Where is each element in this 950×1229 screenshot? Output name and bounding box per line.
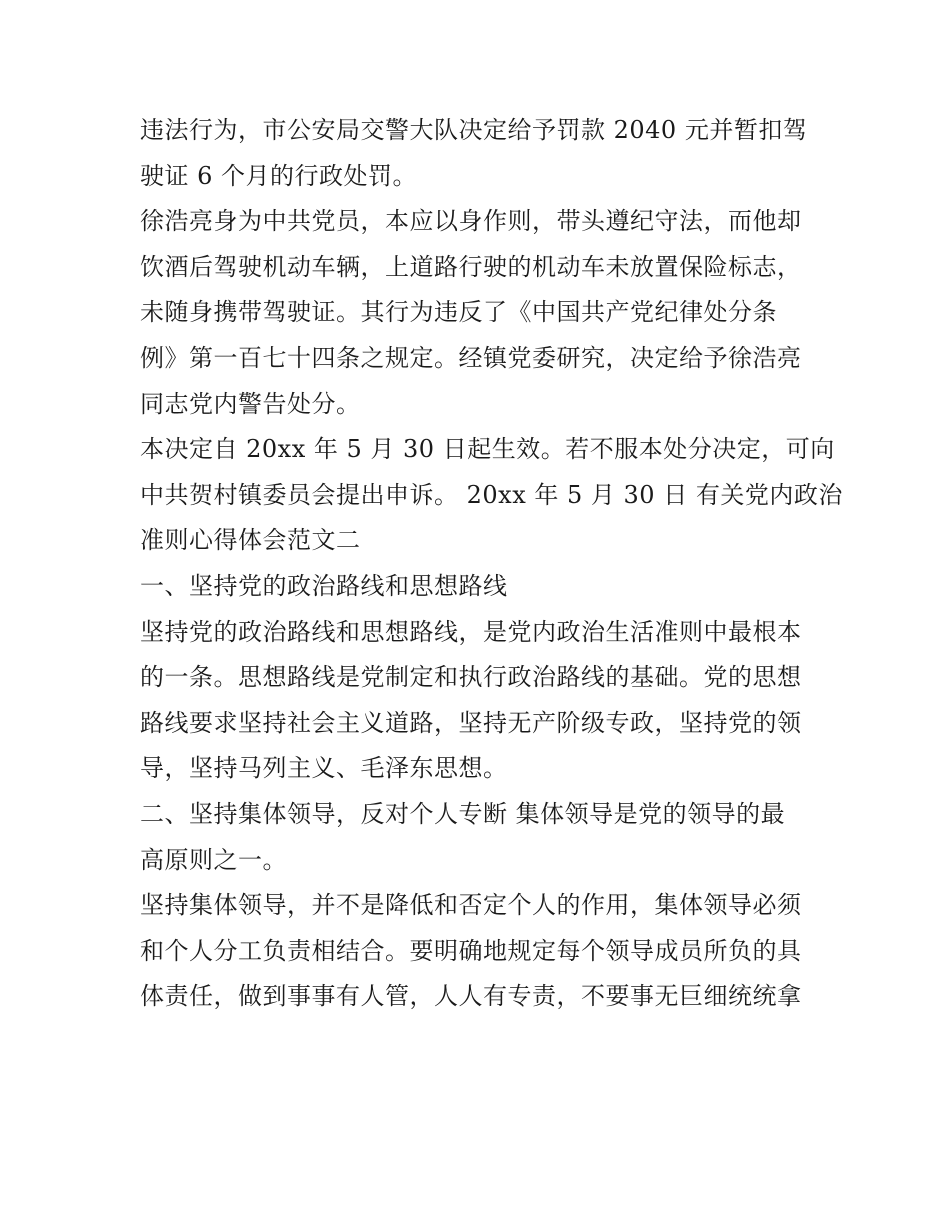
text-line: 体责任，做到事事有人管，人人有专责，不要事无巨细统统拿	[140, 982, 802, 1011]
text-line: 高原则之一。	[140, 845, 287, 874]
document-body	[140, 108, 843, 1020]
text-line: 驶证 6 个月的行政处罚。	[140, 161, 418, 190]
text-line: 路线要求坚持社会主义道路，坚持无产阶级专政，坚持党的领	[140, 708, 802, 737]
text-line: 的一条。思想路线是党制定和执行政治路线的基础。党的思想	[140, 663, 802, 692]
text-line: 同志党内警告处分。	[140, 389, 361, 418]
text-line: 违法行为，市公安局交警大队决定给予罚款 2040 元并暂扣驾	[140, 116, 808, 144]
text-line: 导，坚持马列主义、毛泽东思想。	[140, 754, 508, 783]
section-heading: 一、坚持党的政治路线和思想路线	[140, 571, 508, 600]
text-line: 未随身携带驾驶证。其行为违反了《中国共产党纪律处分条	[140, 298, 777, 327]
section-heading: 二、坚持集体领导，反对个人专断 集体领导是党的领导的最	[140, 799, 786, 828]
text-line: 和个人分工负责相结合。要明确地规定每个领导成员所负的具	[140, 936, 802, 965]
text-line: 本决定自 20xx 年 5 月 30 日起生效。若不服本处分决定，可向	[140, 435, 835, 464]
text-line: 饮酒后驾驶机动车辆，上道路行驶的机动车未放置保险标志，	[140, 252, 802, 281]
text-line: 例》第一百七十四条之规定。经镇党委研究，决定给予徐浩亮	[140, 343, 802, 372]
text-line: 坚持集体领导，并不是降低和否定个人的作用，集体领导必须	[140, 891, 802, 920]
text-line: 中共贺村镇委员会提出申诉。 20xx 年 5 月 30 日 有关党内政治	[140, 480, 843, 509]
section-heading: 准则心得体会范文二	[140, 526, 361, 555]
text-line: 坚持党的政治路线和思想路线，是党内政治生活准则中最根本	[140, 617, 802, 646]
text-line: 徐浩亮身为中共党员，本应以身作则，带头遵纪守法，而他却	[140, 207, 802, 236]
